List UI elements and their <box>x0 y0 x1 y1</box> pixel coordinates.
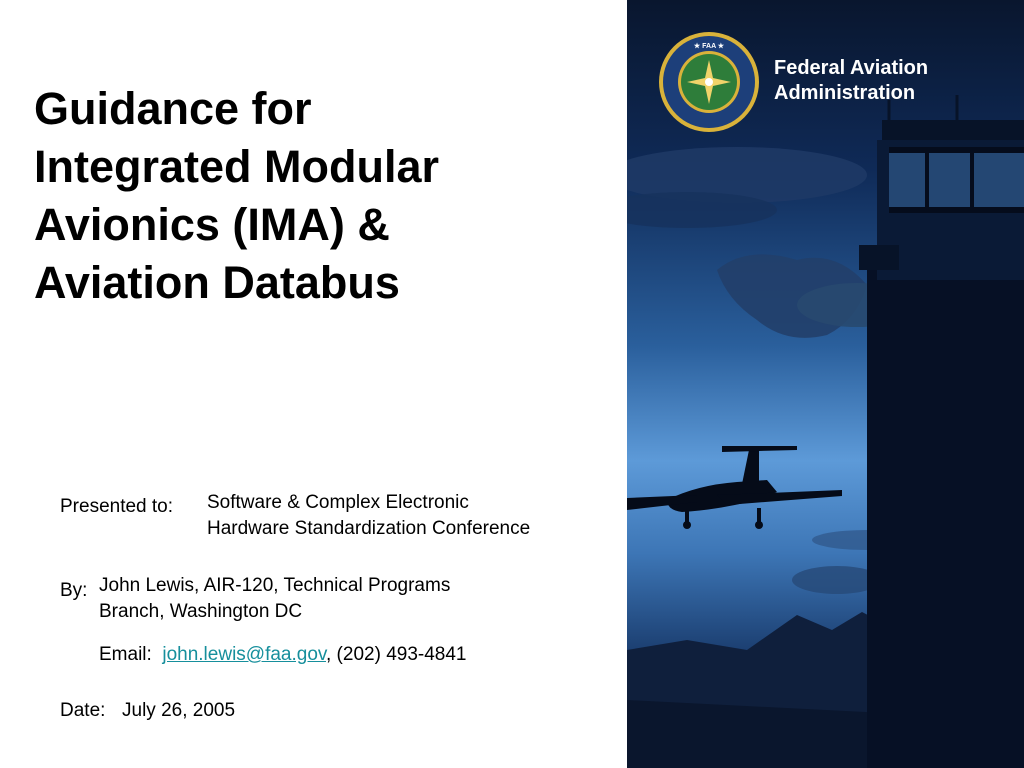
title-line: Aviation Databus <box>34 257 400 308</box>
faa-wordmark <box>774 56 928 106</box>
date-label: Date: <box>60 700 106 721</box>
presented-to-label: Presented to: <box>60 496 174 517</box>
email-row <box>99 642 467 668</box>
by-line: John Lewis, AIR-120, Technical Programs <box>99 575 451 596</box>
faa-wordmark-line: Federal Aviation <box>774 57 929 79</box>
email-label: Email: <box>99 644 152 665</box>
faa-wordmark-line: Administration <box>774 82 916 104</box>
date-value: July 26, 2005 <box>122 700 236 721</box>
slide-title <box>34 80 614 312</box>
by-label: By: <box>60 580 88 601</box>
faa-seal-logo <box>657 30 761 134</box>
presented-to-line: Hardware Standardization Conference <box>207 518 531 539</box>
by-line: Branch, Washington DC <box>99 601 303 622</box>
presented-to-value <box>207 490 530 542</box>
title-line: Avionics (IMA) & <box>34 199 390 250</box>
presented-to-line: Software & Complex Electronic <box>207 492 469 513</box>
title-line: Guidance for <box>34 83 312 134</box>
phone-number: , (202) 493-4841 <box>326 644 467 665</box>
title-line: Integrated Modular <box>34 141 440 192</box>
svg-text:★ FAA ★: ★ FAA ★ <box>693 43 725 50</box>
email-link[interactable]: john.lewis@faa.gov <box>162 644 326 665</box>
by-value <box>99 573 450 625</box>
